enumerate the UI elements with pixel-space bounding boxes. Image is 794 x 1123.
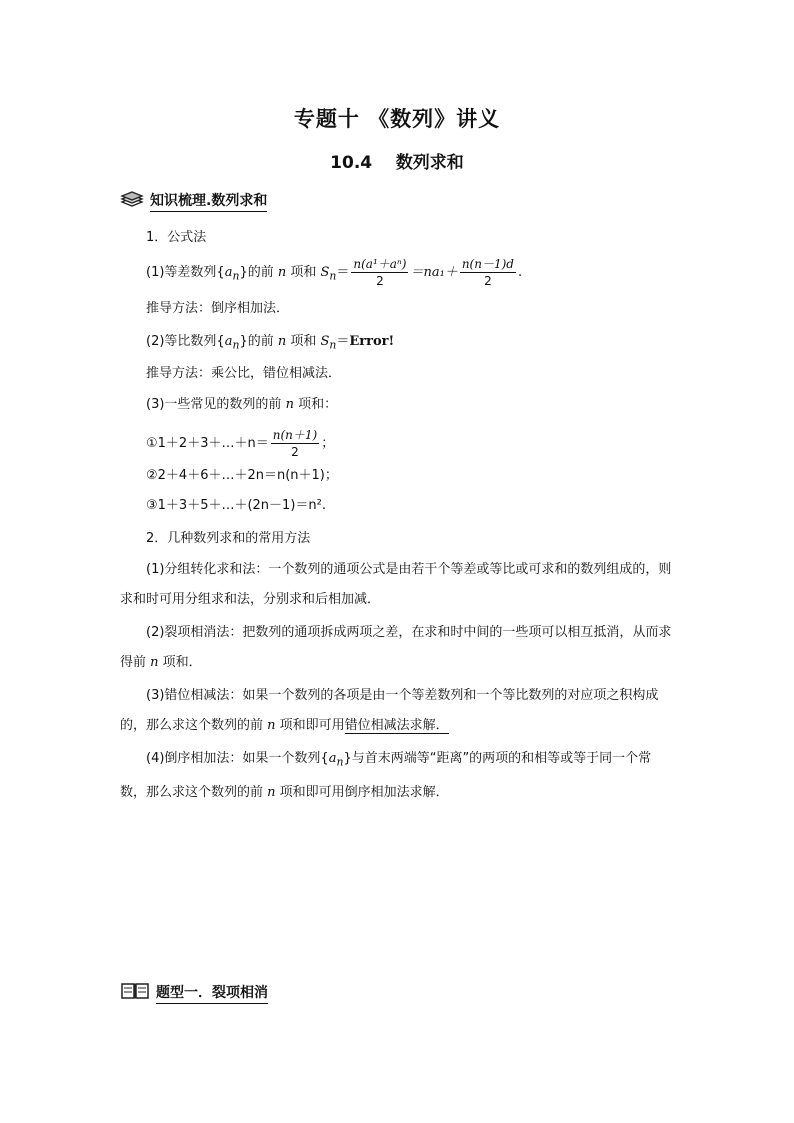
- common-sum-3: ③1＋3＋5＋…＋(2n－1)＝n².: [146, 498, 326, 513]
- common-sum-2: ②2＋4＋6＋…＋2n＝n(n＋1)；: [146, 468, 338, 483]
- method-reverse-add: (4)倒序相加法：如果一个数列$\{a_n\}$与首末两端等“距离”的两项的和相等或等于同一个常数，那么求这个数列的前 n 项和即可用倒序相加法求解．: [120, 751, 652, 800]
- fraction: $\frac{n(n+1)}{2}$: [272, 428, 318, 459]
- methods-heading: 2．几种数列求和的常用方法: [146, 531, 311, 546]
- method-grouping: (1)分组转化求和法：一个数列的通项公式是由若干个等差或等比或可求和的数列组成的，则求和时可用分组求和法，分别求和后相加减．: [120, 562, 672, 607]
- arith-sum-formula: (1)等差数列$\{a_n\}$的前 n 项和 $S_n=$ $\frac{\text{n(a¹＋aⁿ)}}{2}$ ＝na₁＋ $\frac{n(n-1)d}{2}$ .: [146, 257, 523, 288]
- open-book-icon: [120, 981, 150, 1005]
- section-label: 题型一．裂项相消: [156, 982, 268, 1004]
- fraction: $\frac{\text{n(a¹＋aⁿ)}}{2}$: [353, 257, 407, 288]
- page-subtitle: [0, 148, 794, 173]
- arith-method: 推导方法：倒序相加法．: [146, 301, 290, 316]
- section-heading-type1: [120, 981, 268, 1005]
- method-offset-subtraction: (3)错位相减法：如果一个数列的各项是由一个等差数列和一个等比数列的对应项之积构成的，那么求这个数列的前 n 项和即可用错位相减法求解．: [120, 688, 659, 733]
- geo-sum-formula: (2)等比数列$\{a_n\}$的前 n 项和 $S_n=Error$!: [146, 334, 395, 352]
- fraction: $\frac{n(n-1)d}{2}$: [461, 257, 514, 288]
- geo-method: 推导方法：乘公比，错位相减法．: [146, 366, 342, 381]
- page-title: 专题十 《数列》讲义: [293, 107, 501, 131]
- formula-heading: 1．公式法: [146, 230, 207, 245]
- subtitle-text: 数列求和: [395, 153, 464, 173]
- section-label: 知识梳理.数列求和: [150, 190, 267, 212]
- books-stack-icon: [120, 190, 144, 212]
- common-sum-1: ①1＋2＋3＋…＋n＝ $\frac{n(n+1)}{2}$ ；: [146, 428, 335, 459]
- section-heading-knowledge: [120, 190, 267, 212]
- subtitle-number: 10.4: [330, 153, 373, 173]
- common-sums-heading: (3)一些常见的数列的前 n 项和：: [146, 397, 338, 412]
- method-telescoping: (2)裂项相消法：把数列的通项拆成两项之差，在求和时中间的一些项可以相互抵消，从而求得前 n 项和．: [120, 625, 672, 670]
